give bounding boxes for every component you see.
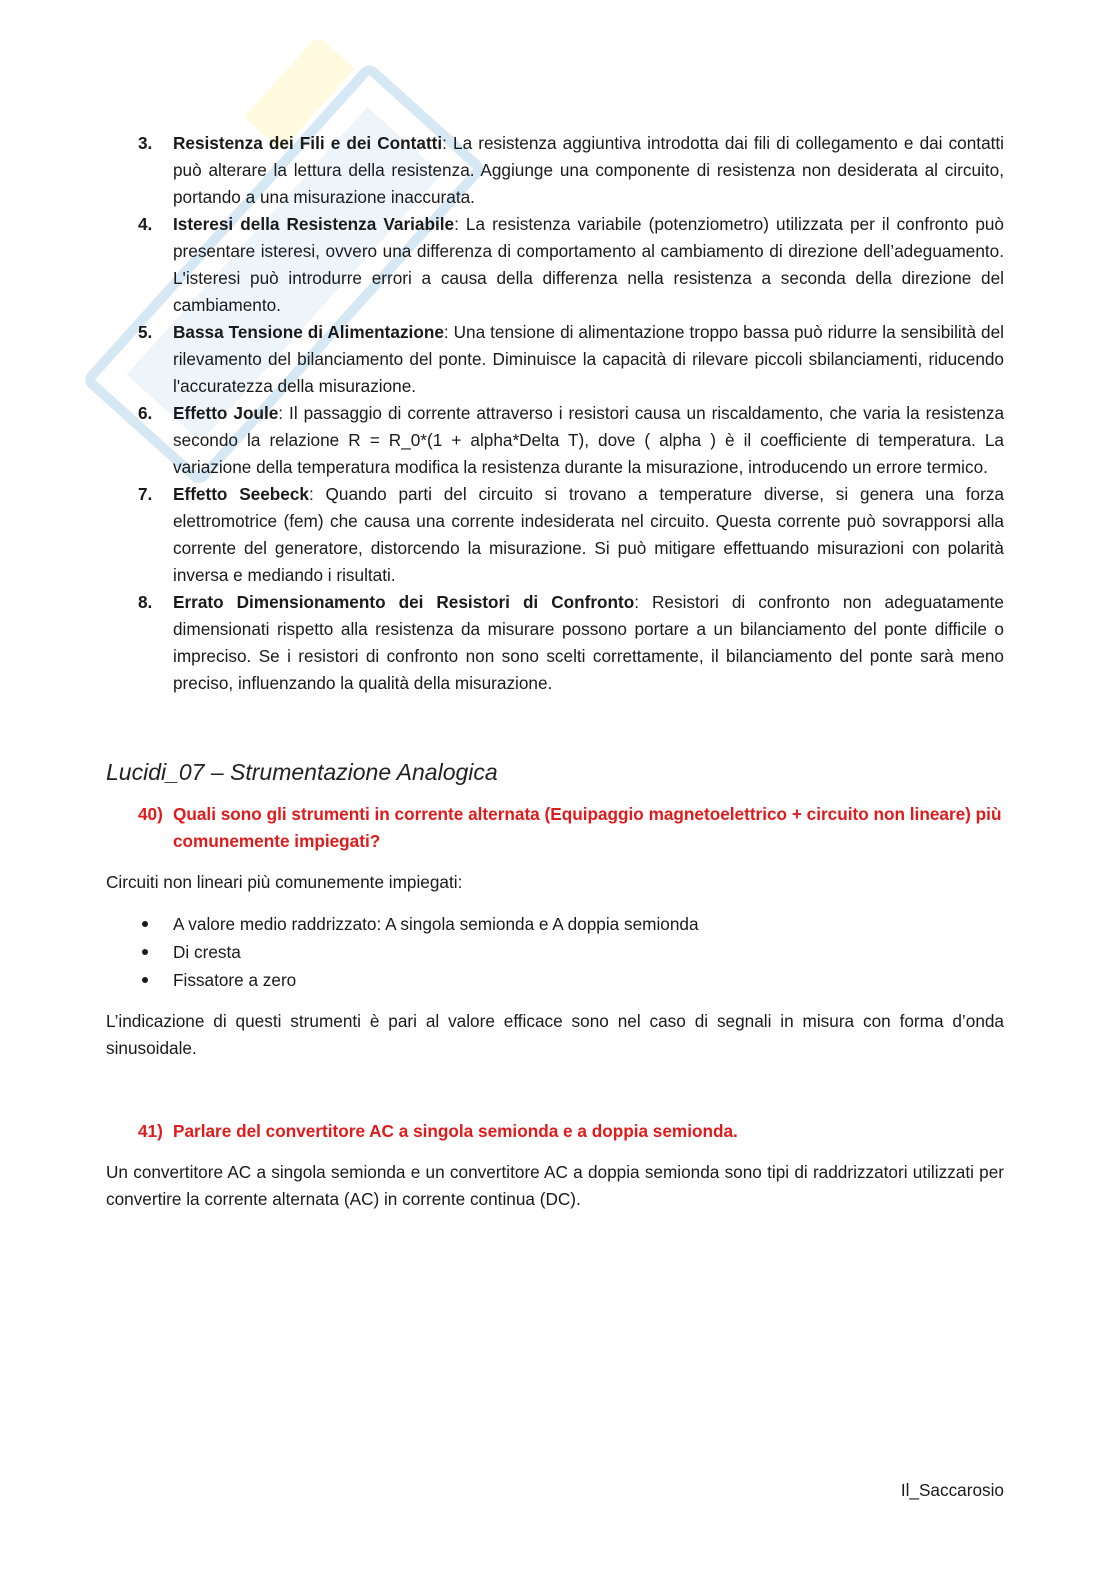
list-item: 4. Isteresi della Resistenza Variabile: La resistenza variabile (potenziometro) utilizzata per il confronto può presentare isteresi, ovvero una differenza di comportamento al cambiamento di direzione dell’adeguamento. L'isteresi può introdurre errori a causa della differenza nella resistenza a seconda della direzione del cambiamento. (138, 214, 1004, 315)
footer-author: Il_Saccarosio (900, 1480, 1004, 1500)
list-item: 8. Errato Dimensionamento dei Resistori di Confronto: Resistori di confronto non adeguatamente dimensionati rispetto alla resistenza da misurare possono portare a un bilanciamento del ponte difficile o impreciso. Se i resistori di confronto non sono scelti correttamente, il bilanciamento del ponte sarà meno preciso, influenzando la qualità della misurazione. (138, 592, 1004, 693)
bullet-icon (142, 977, 148, 983)
list-item: Fissatore a zero (106, 966, 1004, 994)
bullet-icon (142, 949, 148, 955)
list-item: Di cresta (106, 938, 1004, 966)
question-40: 40) Quali sono gli strumenti in corrente alternata (Equipaggio magnetoelettrico + circuito non lineare) più comunemente impiegati? (138, 804, 1002, 851)
q40-bullet-list (106, 910, 1004, 994)
list-item: 7. Effetto Seebeck: Quando parti del circuito si trovano a temperature diverse, si genera una forza elettromotrice (fem) che causa una corrente indesiderata nel circuito. Questa corrente può sovrapporsi alla corrente del generatore, distorcendo la misurazione. Si può mitigare effettuando misurazioni con polarità inversa e mediando i risultati. (138, 484, 1004, 585)
error-list (106, 130, 1004, 697)
list-item: 6. Effetto Joule: Il passaggio di corrente attraverso i resistori causa un riscaldamento, che varia la resistenza secondo la relazione R = R_0*(1 + alpha*Delta T), dove ( alpha ) è il coefficiente di temperatura. La variazione della temperatura modifica la resistenza durante la misurazione, introducendo un errore termico. (138, 403, 1004, 477)
list-item: 5. Bassa Tensione di Alimentazione: Una tensione di alimentazione troppo bassa può ridurre la sensibilità del rilevamento del bilanciamento del ponte. Diminuisce la capacità di rilevare piccoli sbilanciamenti, riducendo l'accuratezza della misurazione. (138, 322, 1004, 396)
q40-answer: L’indicazione di questi strumenti è pari al valore efficace sono nel caso di segnali in misura con forma d’onda sinusoidale. (106, 1011, 1004, 1058)
list-item: 3. Resistenza dei Fili e dei Contatti: La resistenza aggiuntiva introdotta dai fili di collegamento e dai contatti può alterare la lettura della resistenza. Aggiunge una componente di resistenza non desiderata al circuito, portando a una misurazione inaccurata. (138, 133, 1004, 207)
page-content (106, 130, 1004, 1213)
question-41: 41) Parlare del convertitore AC a singola semionda e a doppia semionda. (138, 1121, 738, 1141)
q41-answer: Un convertitore AC a singola semionda e un convertitore AC a doppia semionda sono tipi di raddrizzatori utilizzati per convertire la corrente alternata (AC) in corrente continua (DC). (106, 1162, 1004, 1209)
q40-intro: Circuiti non lineari più comunemente impiegati: (106, 872, 463, 892)
list-item: A valore medio raddrizzato: A singola semionda e A doppia semionda (106, 910, 1004, 938)
bullet-icon (142, 921, 148, 927)
section-title: Lucidi_07 – Strumentazione Analogica (106, 759, 498, 785)
